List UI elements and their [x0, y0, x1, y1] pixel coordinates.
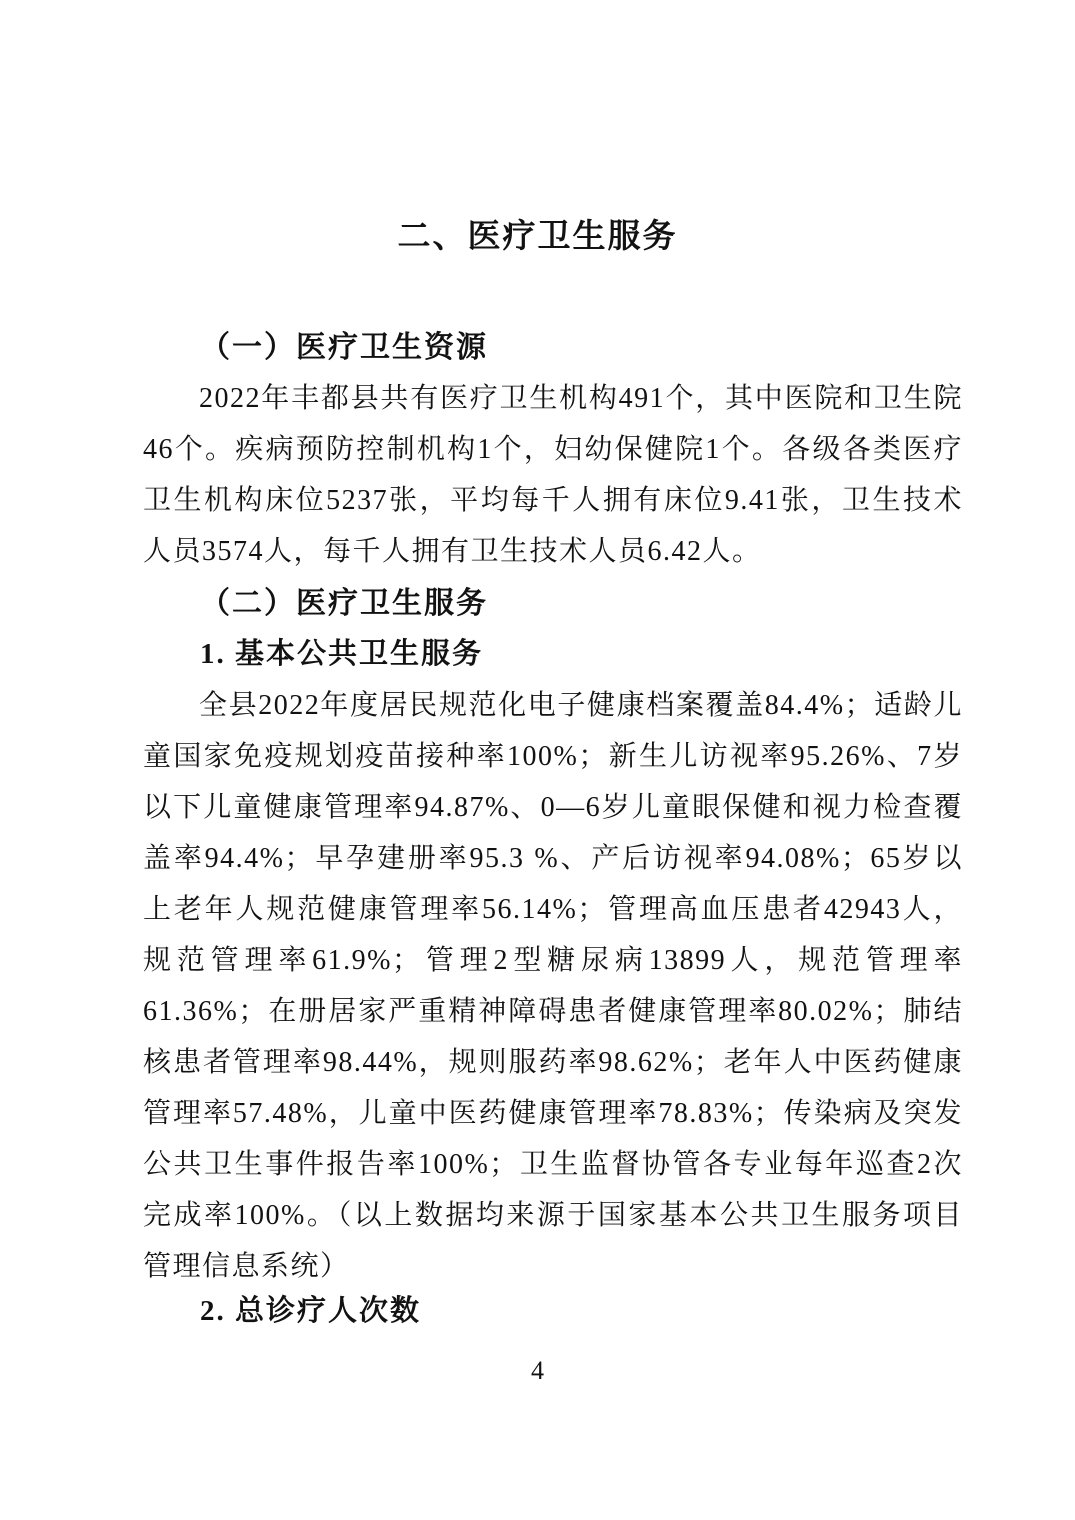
- document-title: 二、医疗卫生服务: [397, 219, 678, 255]
- page-number: 4: [531, 1356, 544, 1385]
- paragraph-basic-public-health: 全县2022年度居民规范化电子健康档案覆盖84.4%；适龄儿童国家免疫规划疫苗接种率100%；新生儿访视率95.26%、7岁以下儿童健康管理率94.87%、0—6岁儿童眼保健和视力检查覆盖率94.4%；早孕建册率95.3 %、产后访视率94.08%；65岁以上老年人规范健康管理率56.14%；管理高血压患者42943人，规范管理率61.9%；管理2型糖尿病13899人，规范管理率61.36%；在册居家严重精神障碍患者健康管理率80.02%；肺结核患者管理率98.44%，规则服药率98.62%；老年人中医药健康管理率57.48%，儿童中医药健康管理率78.83%；传染病及突发公共卫生事件报告率100%；卫生监督协管各专业每年巡查2次完成率100%。（以上数据均来源于国家基本公共卫生服务项目管理信息系统）: [143, 690, 963, 1282]
- paragraph-medical-resources: 2022年丰都县共有医疗卫生机构491个，其中医院和卫生院46个。疾病预防控制机构1个，妇幼保健院1个。各级各类医疗卫生机构床位5237张，平均每千人拥有床位9.41张，卫生技术人员3574人，每千人拥有卫生技术人员6.42人。: [143, 383, 963, 567]
- subsection-heading-total-visits: 2. 总诊疗人次数: [200, 1295, 422, 1327]
- subsection-heading-basic-public-health: 1. 基本公共卫生服务: [200, 638, 484, 670]
- section-heading-medical-services: （二）医疗卫生服务: [200, 587, 488, 620]
- section-heading-medical-resources: （一）医疗卫生资源: [200, 331, 488, 364]
